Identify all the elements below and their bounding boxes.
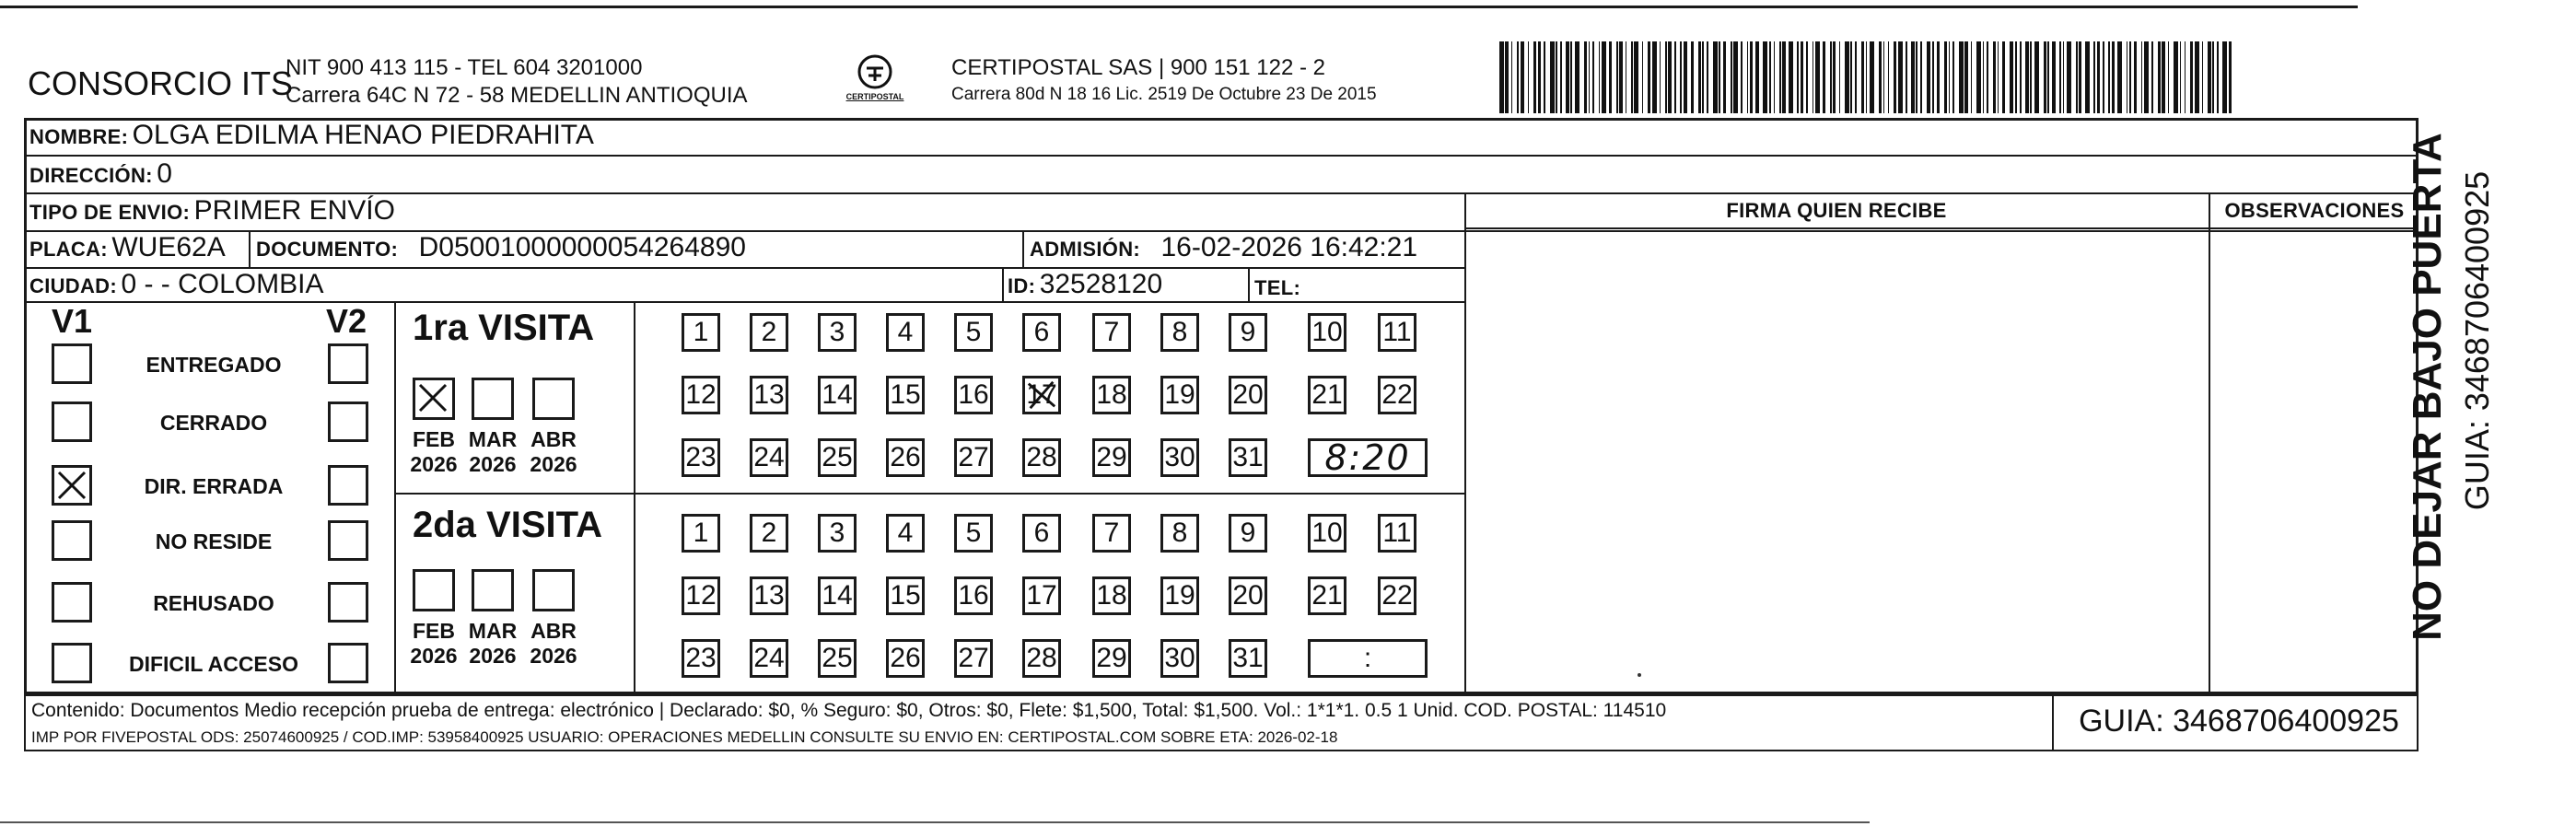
plate-label: PLACA:: [29, 238, 108, 261]
day-box[interactable]: 6: [1022, 313, 1061, 352]
col-line: [1464, 192, 1466, 694]
month-year: 2026: [530, 452, 577, 476]
day-box[interactable]: 29: [1092, 438, 1131, 477]
day-box[interactable]: 20: [1229, 576, 1267, 615]
observations-area[interactable]: [2212, 232, 2415, 683]
company-address: Carrera 64C N 72 - 58 MEDELLIN ANTIOQUIA: [286, 83, 748, 108]
v1-checkbox[interactable]: [52, 465, 92, 506]
day-box[interactable]: 23: [682, 438, 720, 477]
day-box[interactable]: 24: [750, 639, 788, 678]
address-row: [29, 158, 172, 190]
document-field: [256, 232, 746, 263]
day-box[interactable]: 5: [954, 514, 993, 553]
status-label: DIFICIL ACCESO: [128, 652, 298, 676]
day-box[interactable]: 16: [954, 376, 993, 414]
v2-header: V2: [326, 302, 367, 340]
month-label: [521, 427, 586, 477]
day-box[interactable]: 13: [750, 376, 788, 414]
firma-header: FIRMA QUIEN RECIBE: [1726, 199, 1947, 222]
day-box[interactable]: 2: [750, 514, 788, 553]
month-checkbox[interactable]: [472, 378, 514, 420]
month-name: ABR: [530, 619, 577, 643]
col-line: [634, 301, 635, 694]
day-box[interactable]: 7: [1092, 514, 1131, 553]
city-label: CIUDAD:: [29, 274, 117, 297]
month-checkbox[interactable]: [532, 569, 575, 611]
day-box[interactable]: 11: [1378, 313, 1416, 352]
col-line: [1248, 267, 1250, 301]
day-box[interactable]: 18: [1092, 376, 1131, 414]
month-name: FEB: [413, 619, 455, 643]
footer-guia: GUIA: 3468706400925: [2079, 704, 2399, 739]
signature-header-line: [1464, 227, 2419, 229]
visit-divider: [394, 493, 1464, 495]
day-box[interactable]: 20: [1229, 376, 1267, 414]
day-box[interactable]: 27: [954, 438, 993, 477]
company-name: CONSORCIO ITS: [28, 64, 294, 102]
day-box[interactable]: 16: [954, 576, 993, 615]
city-field: [29, 269, 323, 300]
city-value: 0 - - COLOMBIA: [121, 269, 324, 299]
status-label: NO RESIDE: [155, 530, 273, 553]
footer-content: Contenido: Documentos Medio recepción prueba de entrega: electrónico | Declarado: $0, % Seguro: $0, Otros: $0, Flete: $1,500, Total: $1,500. Vol.: 1*1*1. 0.5 1 Unid. COD. POSTAL: 114510: [31, 700, 1667, 721]
day-box[interactable]: 3: [818, 313, 857, 352]
visit1-title: 1ra VISITA: [413, 308, 595, 348]
day-box[interactable]: 12: [682, 376, 720, 414]
day-box[interactable]: 17: [1022, 576, 1061, 615]
v2-checkbox[interactable]: [328, 402, 368, 442]
row-line: [24, 301, 1465, 303]
signature-dot: [1638, 673, 1641, 677]
signature-area[interactable]: [1468, 232, 2205, 683]
month-checkbox[interactable]: [472, 569, 514, 611]
day-box[interactable]: 8: [1160, 514, 1199, 553]
col-line: [1022, 230, 1024, 267]
address-label: DIRECCIÓN:: [29, 164, 153, 187]
v1-checkbox[interactable]: [52, 343, 92, 384]
status-label: CERRADO: [159, 411, 268, 435]
month-label: [460, 427, 525, 477]
month-label: [460, 619, 525, 669]
v2-checkbox[interactable]: [328, 643, 368, 683]
visit2-title: 2da VISITA: [413, 505, 602, 545]
col-line: [249, 230, 251, 267]
col-line: [394, 301, 396, 694]
month-name: MAR: [468, 619, 518, 643]
observaciones-header: OBSERVACIONES: [2224, 199, 2405, 222]
day-box[interactable]: 21: [1308, 376, 1346, 414]
day-box[interactable]: 25: [818, 438, 857, 477]
month-label: [521, 619, 586, 669]
day-box[interactable]: 26: [886, 438, 925, 477]
footer-meta: IMP POR FIVEPOSTAL ODS: 25074600925 / COD.IMP: 53958400925 USUARIO: OPERACIONES MEDELLIN CONSULTE SU ENVIO EN: CERTIPOSTAL.COM SOBRE ETA: 2026-02-18: [31, 728, 1338, 746]
barcode: [1499, 41, 2234, 113]
v1-checkbox[interactable]: [52, 402, 92, 442]
day-box[interactable]: 15: [886, 576, 925, 615]
logo-text: CERTIPOSTAL: [845, 92, 904, 101]
v2-checkbox[interactable]: [328, 343, 368, 384]
carrier-address: Carrera 80d N 18 16 Lic. 2519 De Octubre 23 De 2015: [951, 85, 1377, 104]
day-box[interactable]: 9: [1229, 514, 1267, 553]
month-year: 2026: [530, 644, 577, 668]
day-box[interactable]: 21: [1308, 576, 1346, 615]
recipient-name: OLGA EDILMA HENAO PIEDRAHITA: [132, 120, 594, 150]
month-year: 2026: [469, 644, 517, 668]
day-box[interactable]: 9: [1229, 313, 1267, 352]
name-row: [29, 120, 594, 151]
day-box[interactable]: 23: [682, 639, 720, 678]
day-box[interactable]: 7: [1092, 313, 1131, 352]
plate-value: WUE62A: [111, 232, 226, 262]
day-box[interactable]: 13: [750, 576, 788, 615]
company-nit-tel: NIT 900 413 115 - TEL 604 3201000: [286, 55, 643, 80]
id-field: [1008, 269, 1162, 300]
month-year: 2026: [410, 644, 458, 668]
month-checkbox[interactable]: [532, 378, 575, 420]
status-label: ENTREGADO: [146, 353, 282, 377]
month-label: [402, 619, 466, 669]
row-line: [24, 192, 2419, 194]
v1-header: V1: [52, 302, 93, 340]
day-box[interactable]: 6: [1022, 514, 1061, 553]
month-name: MAR: [468, 427, 518, 451]
col-line: [2209, 192, 2210, 694]
day-box[interactable]: [1022, 376, 1061, 414]
day-box[interactable]: 14: [818, 576, 857, 615]
status-label: REHUSADO: [153, 591, 274, 615]
day-box[interactable]: 2: [750, 313, 788, 352]
day-box[interactable]: 1: [682, 514, 720, 553]
v2-checkbox[interactable]: [328, 465, 368, 506]
day-box[interactable]: 14: [818, 376, 857, 414]
v1-checkbox[interactable]: [52, 520, 92, 561]
id-label: ID:: [1008, 274, 1036, 297]
side-warning: NO DEJAR BAJO PUERTA: [2405, 133, 2450, 641]
plate-field: [29, 232, 226, 263]
day-box[interactable]: 30: [1160, 438, 1199, 477]
day-box[interactable]: 22: [1378, 376, 1416, 414]
day-box[interactable]: 27: [954, 639, 993, 678]
day-box[interactable]: 1: [682, 313, 720, 352]
day-box[interactable]: 3: [818, 514, 857, 553]
shipment-type: PRIMER ENVÍO: [193, 195, 395, 226]
v1-checkbox[interactable]: [52, 582, 92, 623]
month-checkbox[interactable]: [413, 378, 455, 420]
day-box[interactable]: 18: [1092, 576, 1131, 615]
footer-frame: [24, 693, 2419, 751]
day-box[interactable]: 11: [1378, 514, 1416, 553]
day-box[interactable]: 4: [886, 313, 925, 352]
day-box[interactable]: 31: [1229, 639, 1267, 678]
day-box[interactable]: 10: [1308, 313, 1346, 352]
admission-value: 16-02-2026 16:42:21: [1160, 232, 1418, 262]
month-checkbox[interactable]: [413, 569, 455, 611]
day-box[interactable]: 28: [1022, 639, 1061, 678]
day-box[interactable]: 19: [1160, 576, 1199, 615]
document-label: DOCUMENTO:: [256, 238, 399, 261]
month-year: 2026: [469, 452, 517, 476]
document-value: D05001000000054264890: [418, 232, 746, 262]
v2-checkbox[interactable]: [328, 520, 368, 561]
top-edge-line: [0, 6, 2358, 8]
side-guia: GUIA: 3468706400925: [2458, 170, 2496, 511]
day-x-mark: [1025, 378, 1058, 412]
day-box[interactable]: 15: [886, 376, 925, 414]
type-row: [29, 195, 395, 227]
day-box[interactable]: 5: [954, 313, 993, 352]
day-box[interactable]: 24: [750, 438, 788, 477]
time-box[interactable]: 8:20: [1308, 438, 1428, 477]
day-box[interactable]: 29: [1092, 639, 1131, 678]
id-value: 32528120: [1039, 269, 1163, 299]
col-line: [1002, 267, 1004, 301]
row-line: [24, 155, 2419, 157]
day-box[interactable]: 8: [1160, 313, 1199, 352]
certipostal-logo: [843, 53, 907, 107]
day-box[interactable]: 30: [1160, 639, 1199, 678]
day-box[interactable]: 28: [1022, 438, 1061, 477]
day-box[interactable]: 10: [1308, 514, 1346, 553]
time-box[interactable]: :: [1308, 639, 1428, 678]
day-number: 17: [1026, 379, 1057, 410]
month-label: [402, 427, 466, 477]
day-box[interactable]: 12: [682, 576, 720, 615]
status-label: DIR. ERRADA: [144, 474, 284, 498]
barcode-space: [2232, 41, 2234, 113]
day-box[interactable]: 19: [1160, 376, 1199, 414]
tel-label: TEL:: [1254, 276, 1301, 299]
day-box[interactable]: 22: [1378, 576, 1416, 615]
day-box[interactable]: 25: [818, 639, 857, 678]
tel-field: [1254, 271, 1300, 302]
name-label: NOMBRE:: [29, 125, 129, 148]
bottom-edge-line: [0, 821, 1870, 823]
admission-field: [1030, 232, 1417, 263]
month-name: FEB: [413, 427, 455, 451]
day-box[interactable]: 31: [1229, 438, 1267, 477]
month-year: 2026: [410, 452, 458, 476]
carrier-name: CERTIPOSTAL SAS | 900 151 122 - 2: [951, 55, 1325, 80]
day-box[interactable]: 26: [886, 639, 925, 678]
month-name: ABR: [530, 427, 577, 451]
v2-checkbox[interactable]: [328, 582, 368, 623]
day-box[interactable]: 4: [886, 514, 925, 553]
recipient-address: 0: [157, 158, 172, 189]
type-label: TIPO DE ENVIO:: [29, 201, 191, 224]
admission-label: ADMISIÓN:: [1030, 238, 1141, 261]
v1-checkbox[interactable]: [52, 643, 92, 683]
